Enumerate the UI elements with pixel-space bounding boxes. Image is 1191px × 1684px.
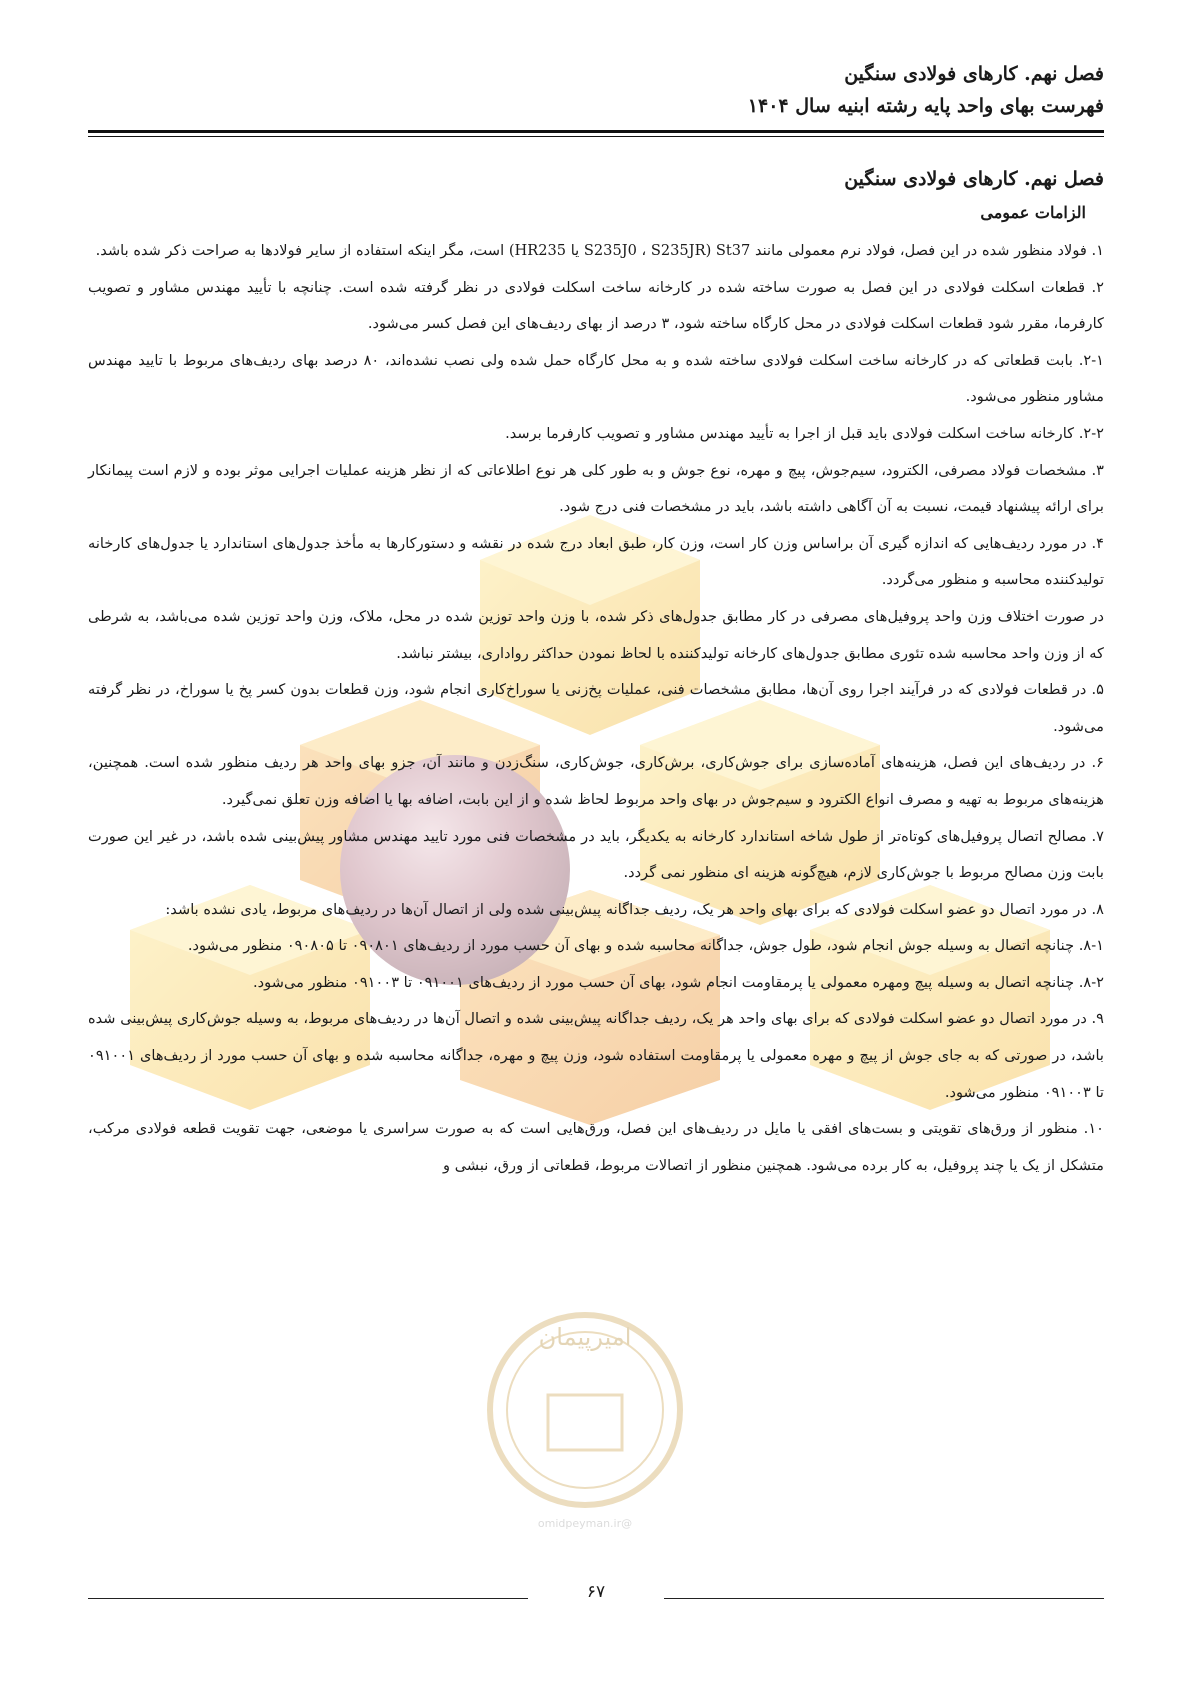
footer-rule-right xyxy=(664,1598,1104,1599)
body-text xyxy=(88,233,1104,1184)
running-header xyxy=(88,58,1104,122)
header-rule xyxy=(88,130,1104,133)
svg-text:@omidpeyman.ir: @omidpeyman.ir xyxy=(537,1517,633,1530)
svg-text:امیرپیمان: امیرپیمان xyxy=(538,1323,632,1351)
chapter-title: فصل نهم. کارهای فولادی سنگین xyxy=(844,168,1104,190)
paragraph-5: ۵. در قطعات فولادی که در فرآیند اجرا روی آن‌ها، مطابق مشخصات فنی، عملیات پخ‌زنی یا سوراخ‌کاری انجام شود، وزن قطعات بدون کسر پخ یا سوراخ، در نظر گرفته می‌شود. xyxy=(88,681,1104,735)
paragraph-8: ۸. در مورد اتصال دو عضو اسکلت فولادی که برای بهای واحد هر یک، ردیف جداگانه پیش‌بینی شده ولی از اتصال آن‌ها در ردیف‌های مربوط، یادی نشده باشد: xyxy=(165,900,1104,918)
paragraph-3: ۳. مشخصات فولاد مصرفی، الکترود، سیم‌جوش، پیچ و مهره، نوع جوش و به طور کلی هر نوع اطلاعاتی که از نظر هزینه عملیات اجرایی موثر بوده و لازم است پیمانکار برای ارائه پیشنهاد قیمت، نسبت به آن آگاهی داشته باشد، باید در مشخصات فنی درج شود. xyxy=(88,461,1104,516)
paragraph-4: ۴. در مورد ردیف‌هایی که اندازه گیری آن براساس وزن کار است، وزن کار، طبق ابعاد درج شده در نقشه و دستورکارها به مأخذ جدول‌های استاندارد یا جدول‌های کارخانه تولیدکننده محاسبه و منظور می‌گردد. xyxy=(88,534,1104,589)
page-number: ۶۷ xyxy=(586,1582,606,1602)
document-page xyxy=(88,58,1104,1184)
paragraph-6: ۶. در ردیف‌های این فصل، هزینه‌های آماده‌سازی برای جوش‌کاری، برش‌کاری، جوش‌کاری، سنگ‌زدن و مانند آن، جزو بهای واحد هر ردیف منظور شده است. همچنین، هزینه‌های مربوط به تهیه و مصرف انواع الکترود و سیم‌جوش در بهای واحد مربوط لحاظ شده و از این بابت، اضافه بها یا اضافه وزن تعلق نمی‌گیرد. xyxy=(88,754,1104,808)
paragraph-1: ۱. فولاد منظور شده در این فصل، فولاد نرم معمولی مانند St37 (S235J0 ، S235JR یا HR235) است، مگر اینکه استفاده از سایر فولادها به صراحت ذکر شده باشد. xyxy=(95,242,1104,259)
paragraph-10: ۱۰. منظور از ورق‌های تقویتی و بست‌های افقی یا مایل در ردیف‌های این فصل، ورق‌هایی است که به صورت سراسری یا موضعی، جهت تقویت قطعه فولادی مرکب، متشکل از یک یا چند پروفیل، به کار برده می‌شود. همچنین منظور از اتصالات مربوط، قطعاتی از ورق، نبشی و xyxy=(88,1120,1104,1174)
seal-watermark xyxy=(490,1315,680,1530)
paragraph-8-2: ۸-۲. چنانچه اتصال به وسیله پیچ ومهره معمولی یا پرمقاومت انجام شود، بهای آن حسب مورد از ردیف‌های ۰۹۱۰۰۱ تا ۰۹۱۰۰۳ منظور می‌شود. xyxy=(253,973,1104,991)
section-title: الزامات عمومی xyxy=(980,203,1086,222)
header-rule-secondary xyxy=(88,136,1104,137)
paragraph-4-note: در صورت اختلاف وزن واحد پروفیل‌های مصرفی در کار مطابق جدول‌های ذکر شده، با وزن واحد توزین شده در محل، ملاک، وزن واحد توزین شده می‌باشد، به شرطی که از وزن واحد محاسبه شده تئوری مطابق جدول‌های کارخانه تولیدکننده با لحاظ نمودن حداکثر رواداری، بیشتر نباشد. xyxy=(88,607,1104,662)
page-footer xyxy=(88,1580,1104,1610)
paragraph-2-1: ۲-۱. بابت قطعاتی که در کارخانه ساخت اسکلت فولادی ساخته شده و به محل کارگاه حمل شده ولی نصب نشده‌اند، ۸۰ درصد بهای ردیف‌های مربوط با تایید مهندس مشاور منظور می‌شود. xyxy=(88,351,1104,406)
header-chapter-line: فصل نهم. کارهای فولادی سنگین xyxy=(844,63,1104,85)
paragraph-7: ۷. مصالح اتصال پروفیل‌های کوتاه‌تر از طول شاخه استاندارد کارخانه به یکدیگر، باید در مشخصات فنی مورد تایید مهندس مشاور پیش‌بینی شده باشد، در غیر این صورت بابت وزن مصالح مربوط با جوش‌کاری لازم، هیچ‌گونه هزینه ای منظور نمی گردد. xyxy=(88,827,1104,882)
paragraph-9: ۹. در مورد اتصال دو عضو اسکلت فولادی که برای بهای واحد هر یک، ردیف جداگانه پیش‌بینی شده و اتصال آن‌ها در ردیف‌های مربوط، به وسیله جوش‌کاری پیش‌بینی شده باشد، در صورتی که به جای جوش از پیچ و مهره معمولی یا پرمقاومت استفاده شود، وزن پیچ و مهره، جداگانه محاسبه شده و بهای آن حسب مورد از ردیف‌های ۰۹۱۰۰۱ تا ۰۹۱۰۰۳ منظور می‌شود. xyxy=(88,1010,1104,1101)
paragraph-8-1: ۸-۱. چنانچه اتصال به وسیله جوش انجام شود، طول جوش، جداگانه محاسبه شده و بهای آن حسب مورد از ردیف‌های ۰۹۰۸۰۱ تا ۰۹۰۸۰۵ منظور می‌شود. xyxy=(187,937,1104,955)
header-catalog-line: فهرست بهای واحد پایه رشته ابنیه سال ۱۴۰۴ xyxy=(747,95,1104,117)
paragraph-2-2: ۲-۲. کارخانه ساخت اسکلت فولادی باید قبل از اجرا به تأیید مهندس مشاور و تصویب کارفرما برسد. xyxy=(505,424,1104,442)
paragraph-2: ۲. قطعات اسکلت فولادی در این فصل به صورت ساخته شده در کارخانه ساخت اسکلت فولادی در نظر گرفته شده است. چنانچه با تأیید مهندس مشاور و تصویب کارفرما، مقرر شود قطعات اسکلت فولادی در محل کارگاه ساخته شود، ۳ درصد از بهای ردیف‌های این فصل کسر می‌شود. xyxy=(88,278,1104,333)
